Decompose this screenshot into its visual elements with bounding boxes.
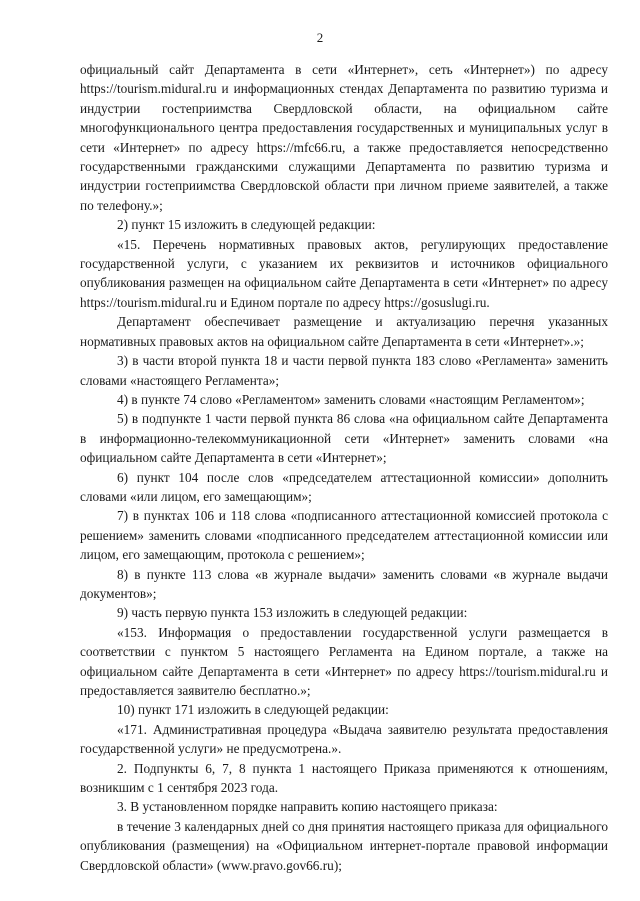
paragraph-item-5: 5) в подпункте 1 части первой пункта 86 слова «на официальном сайте Департамента в информационно-телекоммуникационной сети «Интернет» заменить словами «на официальном сайте Департамента в сети «Интернет»; (80, 411, 608, 466)
paragraph-section-2: 2. Подпункты 6, 7, 8 пункта 1 настоящего Приказа применяются к отношениям, возникшим с 1 сентября 2023 года. (80, 760, 608, 796)
document-body (80, 60, 608, 875)
paragraph-item-4: 4) в пункте 74 слово «Регламентом» заменить словами «настоящим Регламентом»; (117, 391, 585, 407)
paragraph-item-8: 8) в пункте 113 слова «в журнале выдачи» заменить словами «в журнале выдачи документов»; (80, 566, 608, 601)
paragraph-item-2: 2) пункт 15 изложить в следующей редакции: (117, 217, 376, 233)
paragraph-item-3: 3) в части второй пункта 18 и части первой пункта 183 слово «Регламента» заменить словами «настоящего Регламента»; (80, 353, 608, 388)
paragraph-continuation: официальный сайт Департамента в сети «Интернет», сеть «Интернет») по адресу https://tourism.midural.ru и информационных стендах Департамента по развитию туризма и индустрии гостеприимства Свердловской области, на официальном сайте многофункционального центра предоставления государственных и муниципальных услуг в сети «Интернет» по адресу https://mfc66.ru, а также предоставляется непосредственно государственными гражданскими служащими Департамента по развитию туризма и индустрии гостеприимства Свердловской области при личном приеме заявителей, а также по телефону.»; (80, 62, 608, 213)
paragraph-item-9: 9) часть первую пункта 153 изложить в следующей редакции: (117, 605, 468, 621)
paragraph-item-7: 7) в пунктах 106 и 118 слова «подписанного аттестационной комиссией протокола с решением» заменить словами «подписанного председателем аттестационной комиссии или лицом, его замещающим, протокола с решением»; (80, 508, 608, 563)
page-number: 2 (316, 30, 324, 45)
paragraph-department-duty: Департамент обеспечивает размещение и актуализацию перечня указанных нормативных правовых актов на официальном сайте Департамента в сети «Интернет».»; (80, 314, 608, 349)
paragraph-item-10: 10) пункт 171 изложить в следующей редакции: (117, 702, 389, 718)
paragraph-quote-171: «171. Административная процедура «Выдача заявителю результата предоставления государственной услуги» не предусмотрена.». (80, 721, 608, 757)
paragraph-publication: в течение 3 календарных дней со дня принятия настоящего приказа для официального опубликования (размещения) на «Официальном интернет-портале правовой информации Свердловской области» (www.pravo.gov66.ru); (80, 818, 608, 873)
paragraph-quote-15: «15. Перечень нормативных правовых актов, регулирующих предоставление государственной услуги, с указанием их реквизитов и источников официального опубликования размещен на официальном сайте Департамента в сети «Интернет» по адресу https://tourism.midural.ru и Едином портале по адресу https://gosuslugi.ru. (80, 236, 608, 310)
paragraph-item-6: 6) пункт 104 после слов «председателем аттестационной комиссии» дополнить словами «или лицом, его замещающим»; (80, 469, 608, 504)
paragraph-section-3: 3. В установленном порядке направить копию настоящего приказа: (117, 799, 498, 815)
paragraph-quote-153: «153. Информация о предоставлении государственной услуги размещается в соответствии с пунктом 5 настоящего Регламента на Едином портале, а также на официальном сайте Департамента в сети «Интернет» по адресу https://tourism.midural.ru и предоставляется заявителю бесплатно.»; (80, 624, 608, 698)
